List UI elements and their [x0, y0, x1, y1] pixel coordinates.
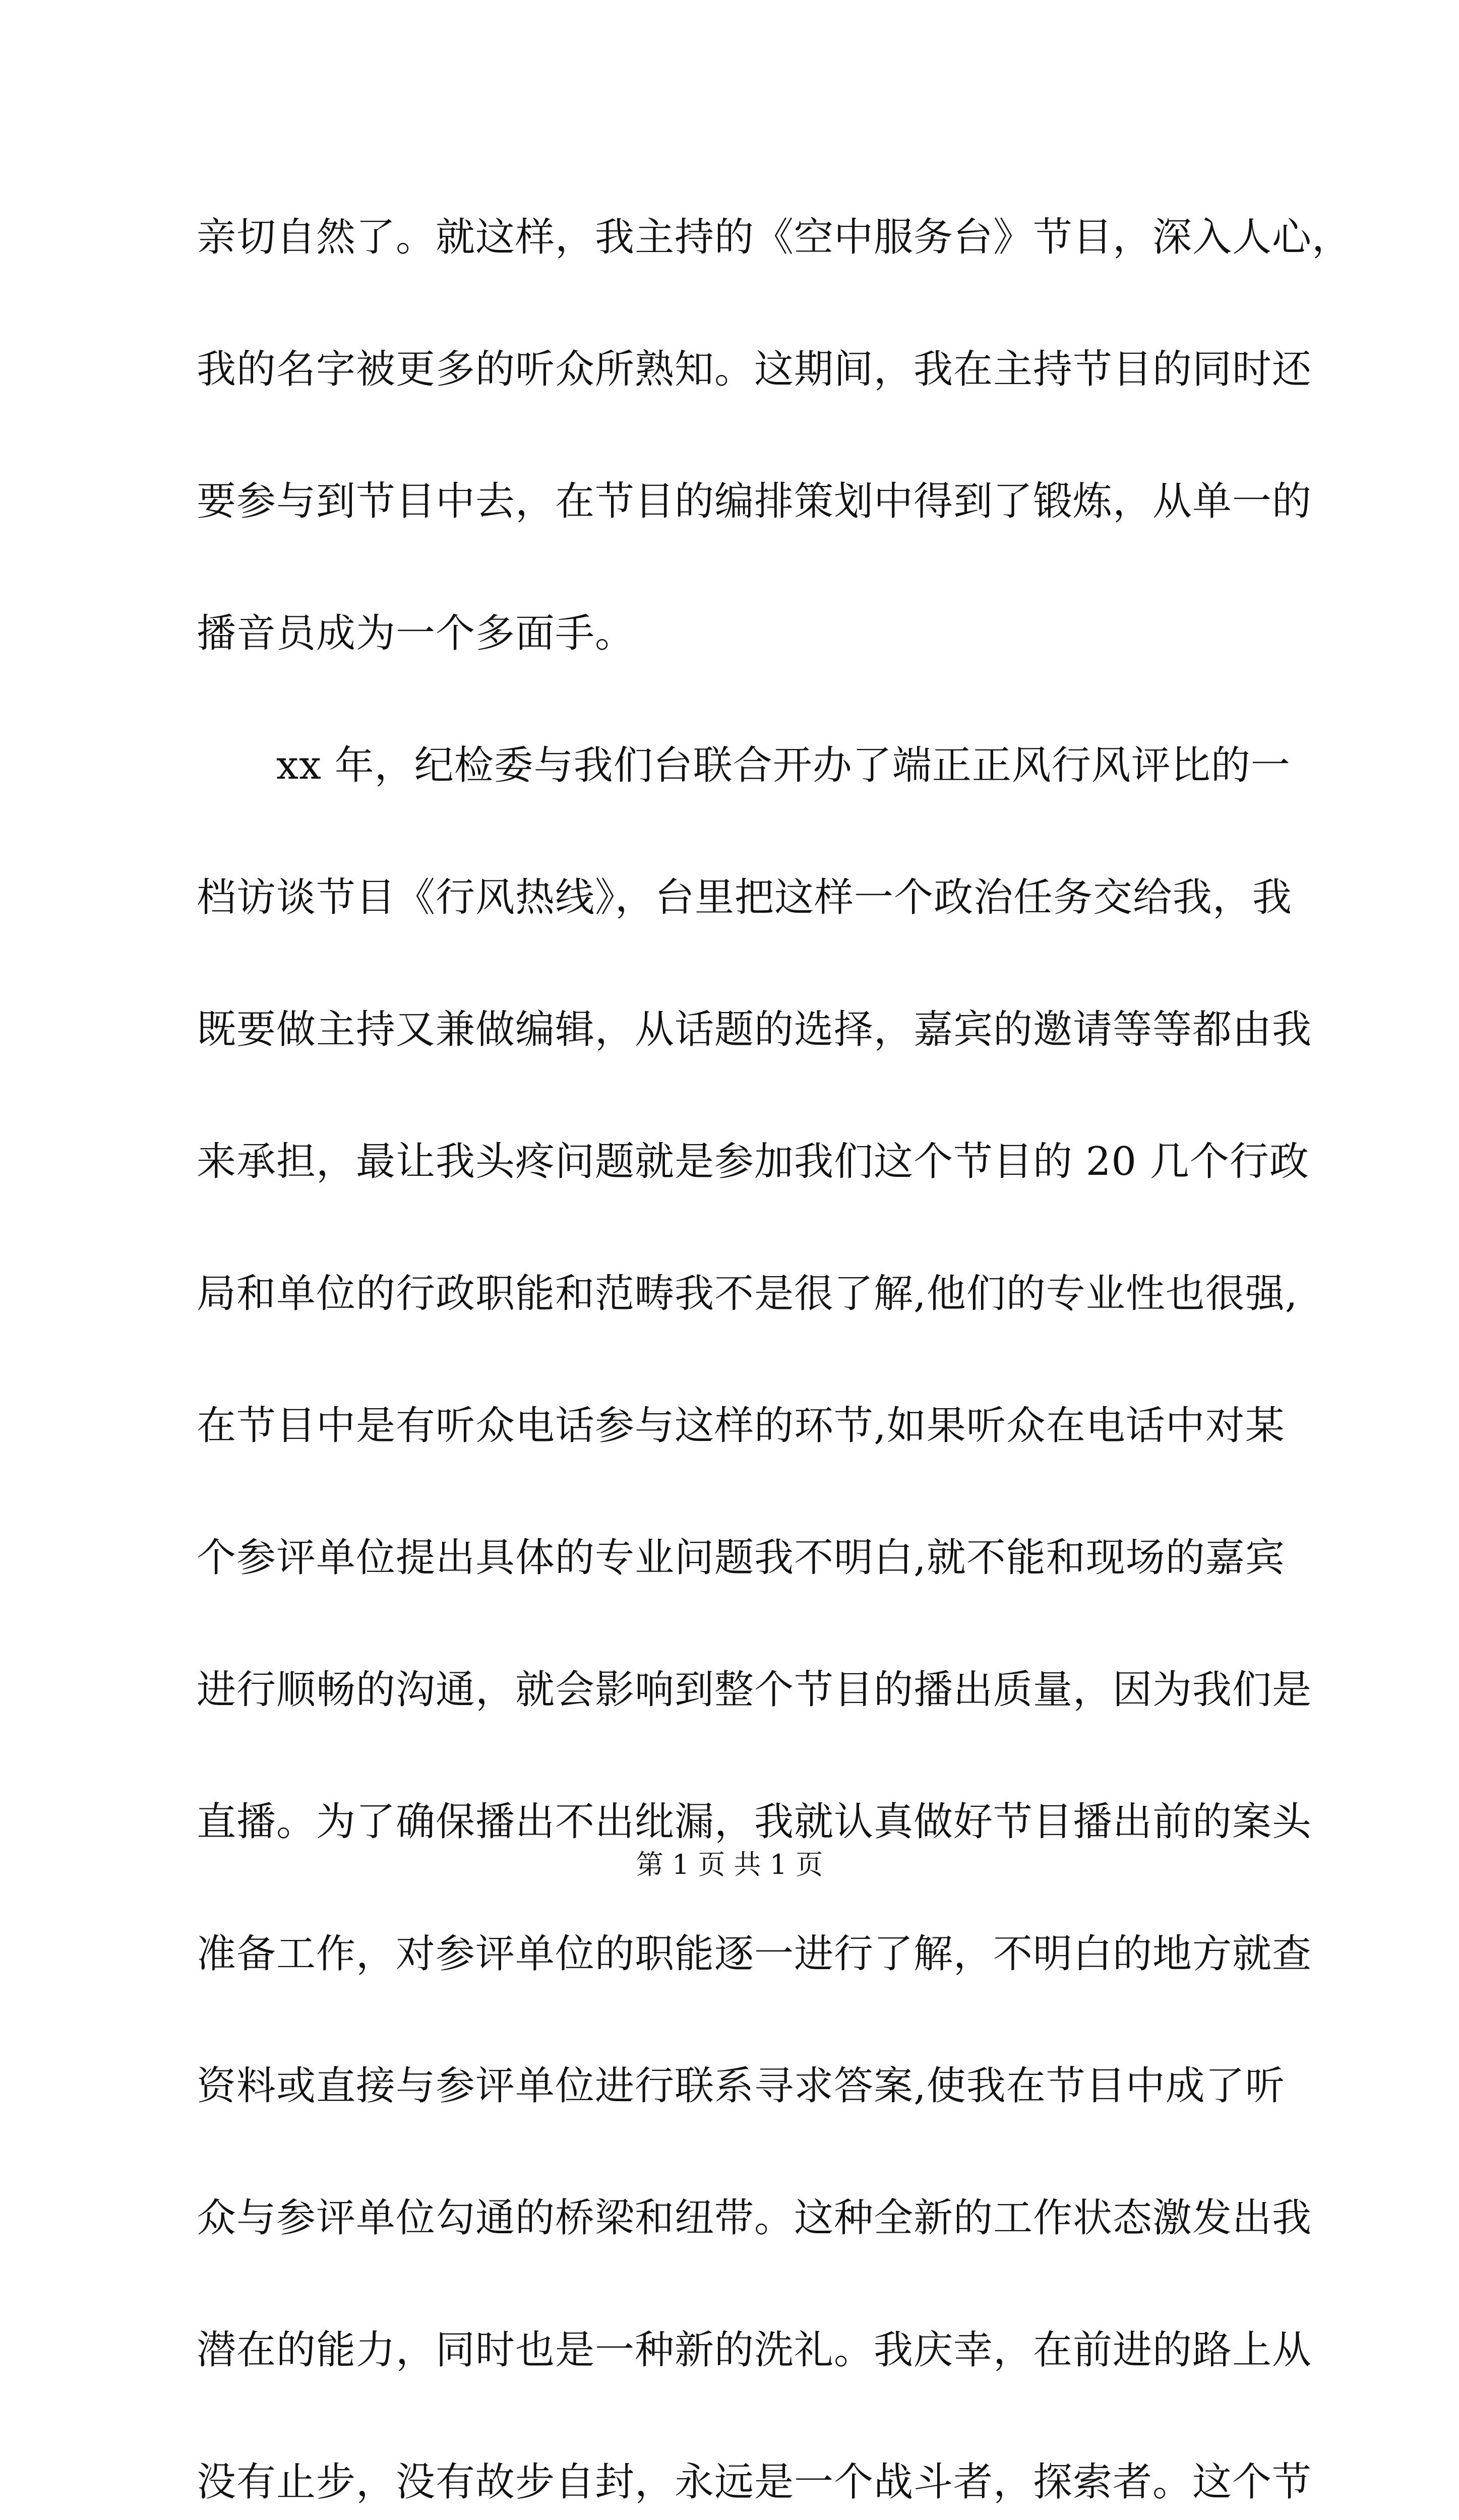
- text-line: 进行顺畅的沟通，就会影响到整个节目的播出质量，因为我们是: [197, 1667, 1312, 1713]
- text-line: 亲切自然了。就这样，我主持的《空中服务台》节目，深入人心，: [197, 215, 1352, 260]
- paragraph-2: [197, 700, 1312, 2520]
- paragraph-1: [197, 171, 1352, 700]
- text-line: 来承担，最让我头疼问题就是参加我们这个节目的 20 几个行政: [197, 1139, 1309, 1184]
- text-line: 直播。为了确保播出不出纰漏，我就认真做好节目播出前的案头: [197, 1799, 1312, 1845]
- text-line: 没有止步，没有故步自封，永远是一个战斗者，探索者。这个节: [197, 2460, 1312, 2505]
- text-line: 局和单位的行政职能和范畴我不是很了解,他们的专业性也很强,: [197, 1271, 1298, 1316]
- text-line: 个参评单位提出具体的专业问题我不明白,就不能和现场的嘉宾: [197, 1535, 1285, 1581]
- text-line: 潜在的能力，同时也是一种新的洗礼。我庆幸，在前进的路上从: [197, 2327, 1312, 2373]
- page-number: 第 1 页 共 1 页: [636, 1849, 823, 1880]
- text-line: 档访谈节目《行风热线》，台里把这样一个政治任务交给我，我: [197, 875, 1293, 920]
- text-line: 准备工作，对参评单位的职能逐一进行了解，不明白的地方就查: [197, 1931, 1312, 1977]
- text-line: 众与参评单位勾通的桥梁和纽带。这种全新的工作状态激发出我: [197, 2195, 1312, 2241]
- text-line: 要参与到节目中去，在节目的编排策划中得到了锻炼，从单一的: [197, 479, 1312, 524]
- text-line: 资料或直接与参评单位进行联系寻求答案,使我在节目中成了听: [197, 2063, 1285, 2109]
- text-line: 在节目中是有听众电话参与这样的环节,如果听众在电话中对某: [197, 1403, 1285, 1448]
- body-text: [197, 171, 1352, 2520]
- page-footer: [0, 1845, 1459, 1885]
- text-line: 我的名字被更多的听众所熟知。这期间，我在主持节目的同时还: [197, 347, 1312, 392]
- text-line: xx 年，纪检委与我们台联合开办了端正正风行风评比的一: [276, 743, 1291, 788]
- text-line: 播音员成为一个多面手。: [197, 611, 635, 656]
- text-line: 既要做主持又兼做编辑，从话题的选择，嘉宾的邀请等等都由我: [197, 1007, 1312, 1052]
